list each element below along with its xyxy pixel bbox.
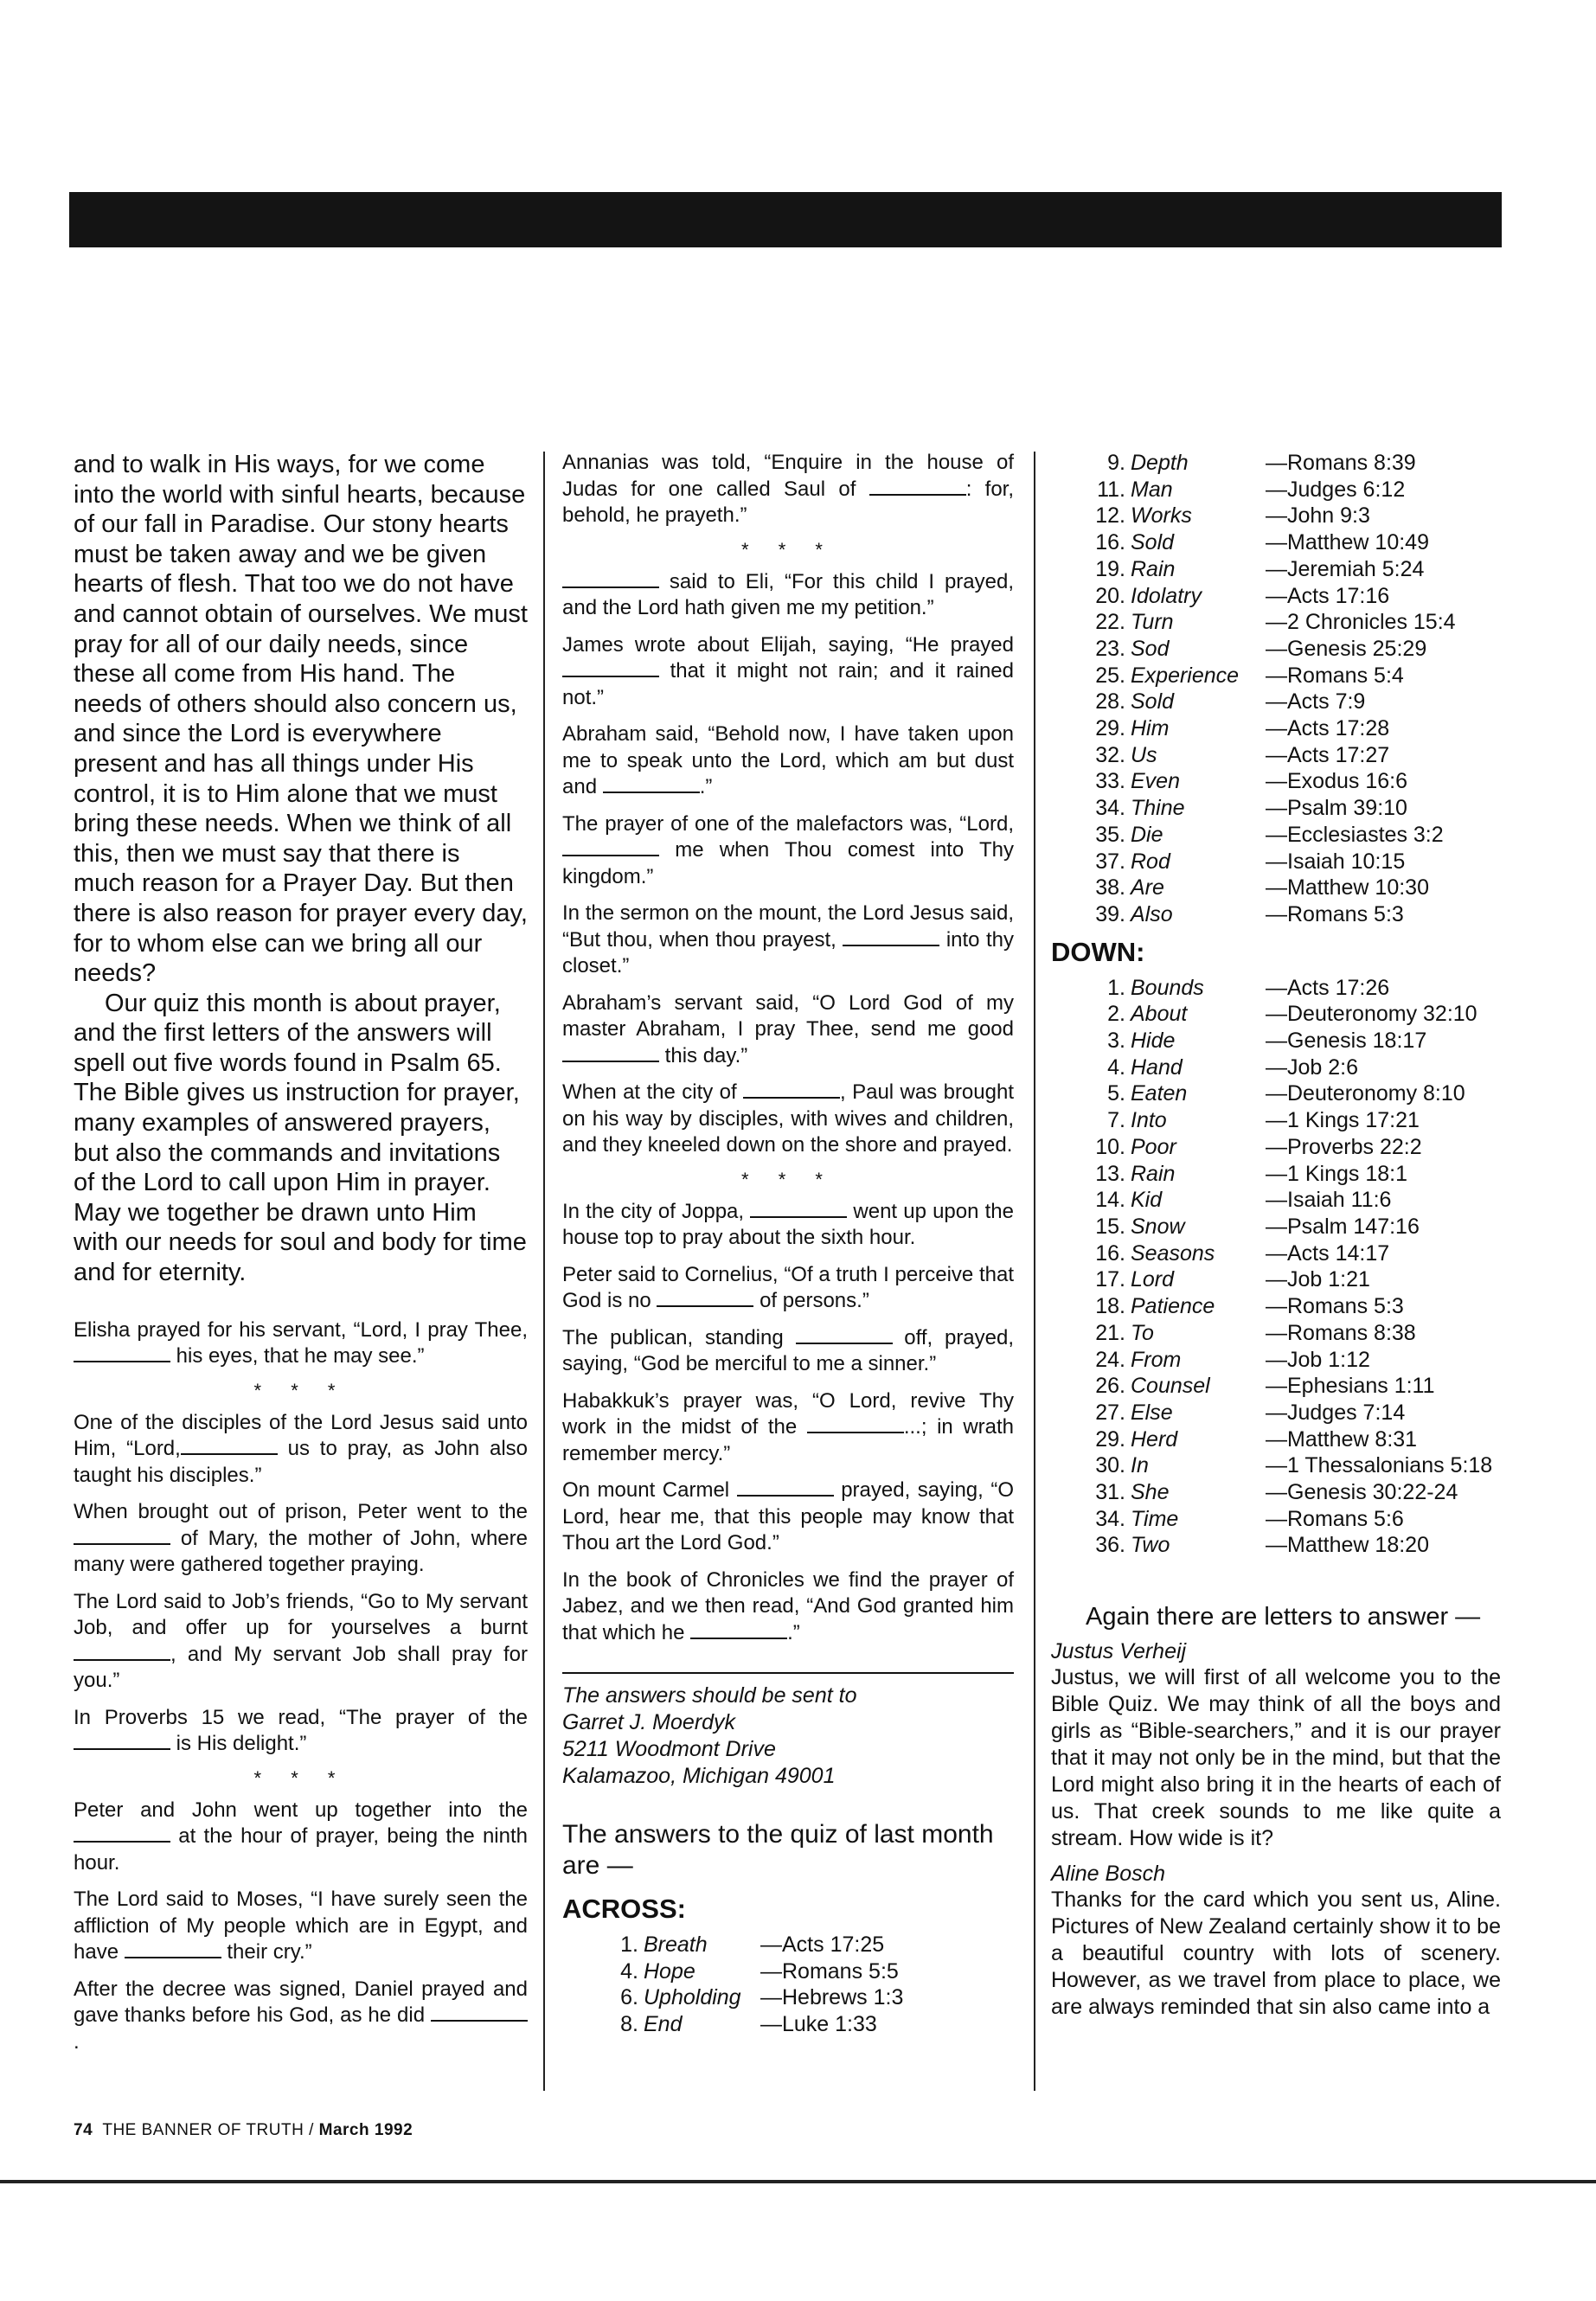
quiz-question: James wrote about Elijah, saying, “He prayed that it might not rain; and it rained not.” — [562, 632, 1014, 709]
section-separator: * * * — [253, 1379, 348, 1401]
down-answers-table — [1084, 975, 1492, 1559]
answer-row: 5. Eaten —Deuteronomy 8:10 — [1107, 1081, 1465, 1106]
address-line: Garret J. Moerdyk — [562, 1710, 736, 1734]
quiz-question: Peter and John went up together into the at the hour of prayer, being the ninth hour. — [74, 1798, 528, 1875]
header-banner-bar — [69, 192, 1502, 247]
answer-row: 31. She —Genesis 30:22-24 — [1095, 1480, 1458, 1505]
column-divider — [543, 452, 545, 2091]
quiz-questions-col1 — [74, 1317, 528, 2056]
quiz-question: On mount Carmel prayed, saying, “O Lord, hear me, that this people may know that Thou art the Lord God.” — [562, 1478, 1014, 1554]
answer-row: 16. Seasons —Acts 14:17 — [1095, 1240, 1390, 1266]
issue-date: March 1992 — [318, 2121, 413, 2139]
quiz-question: The Lord said to Job’s friends, “Go to My servant Job, and offer up for yourselves a burnt , and My servant Job shall pray for you.” — [74, 1589, 528, 1693]
answer-row: 12. Works —John 9:3 — [1095, 503, 1370, 529]
answer-row: 28. Sold —Acts 7:9 — [1095, 689, 1366, 715]
answer-row: 34. Time —Romans 5:6 — [1095, 1506, 1404, 1531]
mailing-address — [562, 1672, 1014, 1790]
answer-row: 11. Man —Judges 6:12 — [1097, 477, 1406, 502]
intro-paragraph-1: and to walk in His ways, for we come into the world with sinful hearts, because of our fall in Paradise. Our stony hearts must be taken away and we be given hearts of flesh. That too we do not have and cannot obtain of ourselves. We must pray for all of our daily needs, since these all come from His hand. The needs of others should also concern us, and since the Lord is everywhere present and has all things under His control, it is to Him alone that we must bring these needs. When we think of all this, then we must say that there is much reason for a Prayer Day. But then there is also reason for prayer every day, for to whom else can we bring all our needs? — [74, 451, 528, 988]
quiz-question: After the decree was signed, Daniel prayed and gave thanks before his God, as he did . — [74, 1977, 528, 2054]
across-answers-table — [597, 1932, 903, 2038]
intro-paragraph-2: Our quiz this month is about prayer, and the first letters of the answers will spell out five words found in Psalm 65. The Bible gives us instruction for prayer, many examples of answered prayers, but also the commands and invitations of the Lord to call upon Him in prayer. May we together be drawn unto Him with our needs for soul and body for time and for eternity. — [74, 989, 527, 1287]
column-2 — [562, 450, 1014, 2038]
answer-row: 3. Hide —Genesis 18:17 — [1107, 1029, 1427, 1054]
answer-row: 1. Bounds —Acts 17:26 — [1107, 975, 1390, 1000]
quiz-question: Abraham said, “Behold now, I have taken upon me to speak unto the Lord, which am but dust and .” — [562, 722, 1014, 798]
letter-reply: Thanks for the card which you sent us, Aline. Pictures of New Zealand certainly show it to be a beautiful country with lots of scenery. However, as we travel from place to place, we are always reminded that sin also came into a — [1051, 1888, 1501, 2020]
across-answers-table-continued — [1084, 450, 1456, 928]
answer-row: 24. From —Job 1:12 — [1095, 1347, 1370, 1372]
answer-row: 21. To —Romans 8:38 — [1095, 1320, 1416, 1345]
answers-heading: The answers to the quiz of last month are — — [562, 1820, 994, 1880]
answer-row: 35. Die —Ecclesiastes 3:2 — [1095, 822, 1444, 847]
answer-row: 34. Thine —Psalm 39:10 — [1095, 796, 1407, 821]
column-1 — [74, 450, 528, 2066]
across-heading: ACROSS: — [562, 1894, 686, 1924]
letter-reply: Justus, we will first of all welcome you to the Bible Quiz. We may think of all the boys and girls as “Bible-searchers,” and it is our prayer that it may not only be in the mind, but that the Lord might also bring it in the hearts of each of us. That creek sounds to me like quite a stream. How wide is it? — [1051, 1665, 1501, 1851]
quiz-question: The prayer of one of the malefactors was, “Lord, me when Thou comest into Thy kingdom.” — [562, 811, 1014, 888]
answer-row: 17. Lord —Job 1:21 — [1095, 1267, 1370, 1292]
answer-row: 1. Breath —Acts 17:25 — [620, 1932, 885, 1957]
quiz-question: In the city of Joppa, went up upon the house top to pray about the sixth hour. — [562, 1199, 1014, 1249]
quiz-question: One of the disciples of the Lord Jesus said unto Him, “Lord, us to pray, as John also taught his disciples.” — [74, 1410, 529, 1487]
answer-row: 26. Counsel —Ephesians 1:11 — [1095, 1374, 1435, 1399]
quiz-question: Elisha prayed for his servant, “Lord, I pray Thee, his eyes, that he may see.” — [74, 1317, 528, 1368]
letters-heading: Again there are letters to answer — — [1086, 1603, 1481, 1631]
answer-row: 8. End —Luke 1:33 — [620, 2012, 877, 2037]
answer-row: 19. Rain —Jeremiah 5:24 — [1095, 556, 1425, 581]
answer-row: 18. Patience —Romans 5:3 — [1095, 1294, 1404, 1319]
quiz-question: Habakkuk’s prayer was, “O Lord, revive Thy work in the midst of the ...; in wrath remember mercy.” — [562, 1388, 1015, 1465]
answer-row: 16. Sold —Matthew 10:49 — [1095, 530, 1429, 555]
down-heading: DOWN: — [1051, 936, 1145, 967]
address-line: Kalamazoo, Michigan 49001 — [562, 1764, 836, 1788]
answer-row: 9. Depth —Romans 8:39 — [1107, 451, 1416, 475]
answer-row: 29. Him —Acts 17:28 — [1095, 716, 1390, 741]
address-line: The answers should be sent to — [562, 1683, 857, 1708]
answer-row: 23. Sod —Genesis 25:29 — [1095, 636, 1427, 661]
answer-row: 15. Snow —Psalm 147:16 — [1095, 1214, 1420, 1239]
answer-row: 25. Experience —Romans 5:4 — [1095, 663, 1404, 688]
letter-sender-name: Aline Bosch — [1051, 1862, 1166, 1887]
quiz-question: When brought out of prison, Peter went to the of Mary, the mother of John, where many were gathered together praying. — [74, 1500, 528, 1577]
letter-sender-name: Justus Verheij — [1051, 1639, 1187, 1664]
answer-row: 36. Two —Matthew 18:20 — [1095, 1533, 1429, 1558]
quiz-question: In the sermon on the mount, the Lord Jesus said, “But thou, when thou prayest, into thy closet.” — [562, 901, 1015, 977]
quiz-question: In Proverbs 15 we read, “The prayer of the is His delight.” — [74, 1705, 528, 1756]
answer-row: 10. Poor —Proverbs 22:2 — [1095, 1134, 1422, 1159]
answer-row: 4. Hope —Romans 5:5 — [620, 1958, 899, 1984]
answer-row: 20. Idolatry —Acts 17:16 — [1095, 583, 1390, 608]
quiz-question: Abraham’s servant said, “O Lord God of my master Abraham, I pray Thee, send me good this day.” — [562, 990, 1014, 1067]
address-line: 5211 Woodmont Drive — [562, 1737, 776, 1761]
bottom-rule — [0, 2180, 1596, 2183]
answer-row: 13. Rain —1 Kings 18:1 — [1095, 1161, 1407, 1186]
column-3 — [1051, 450, 1501, 2029]
answer-row: 7. Into —1 Kings 17:21 — [1107, 1108, 1420, 1133]
section-separator: * * * — [253, 1766, 348, 1789]
answer-row: 32. Us —Acts 17:27 — [1095, 742, 1390, 767]
answer-row: 30. In —1 Thessalonians 5:18 — [1095, 1453, 1493, 1478]
section-separator: * * * — [741, 1168, 835, 1190]
answer-row: 27. Else —Judges 7:14 — [1095, 1400, 1406, 1425]
answer-row: 4. Hand —Job 2:6 — [1107, 1054, 1359, 1080]
quiz-question: said to Eli, “For this child I prayed, and the Lord hath given me my petition.” — [562, 569, 1014, 619]
quiz-question: Peter said to Cornelius, “Of a truth I perceive that God is no of persons.” — [562, 1262, 1014, 1312]
answer-row: 29. Herd —Matthew 8:31 — [1095, 1426, 1418, 1452]
answer-row: 33. Even —Exodus 16:6 — [1095, 769, 1407, 794]
page-footer — [74, 2121, 413, 2140]
answer-row: 6. Upholding —Hebrews 1:3 — [620, 1985, 904, 2010]
quiz-question: When at the city of , Paul was brought on his way by disciples, with wives and children, and they kneeled down on the shore and prayed. — [562, 1080, 1014, 1157]
answer-row: 22. Turn —2 Chronicles 15:4 — [1095, 610, 1456, 635]
publication-name: THE BANNER OF TRUTH / — [102, 2121, 314, 2139]
column-divider — [1034, 452, 1035, 2091]
intro-text — [74, 450, 528, 1288]
quiz-question: The Lord said to Moses, “I have surely seen the affliction of My people which are in Egypt, and have their cry.” — [74, 1888, 528, 1965]
quiz-question: In the book of Chronicles we find the prayer of Jabez, and we then read, “And God granted him that which he .” — [562, 1567, 1014, 1644]
answer-row: 39. Also —Romans 5:3 — [1095, 901, 1404, 926]
answer-row: 14. Kid —Isaiah 11:6 — [1095, 1188, 1392, 1213]
answer-row: 37. Rod —Isaiah 10:15 — [1095, 849, 1406, 874]
answer-row: 38. Are —Matthew 10:30 — [1095, 875, 1429, 901]
quiz-question: Annanias was told, “Enquire in the house of Judas for one called Saul of : for, behold, he prayeth.” — [562, 451, 1015, 527]
section-separator: * * * — [741, 538, 835, 561]
answer-row: 2. About —Deuteronomy 32:10 — [1107, 1002, 1477, 1027]
quiz-question: The publican, standing off, prayed, saying, “God be merciful to me a sinner.” — [562, 1325, 1015, 1375]
page-number: 74 — [74, 2121, 93, 2139]
